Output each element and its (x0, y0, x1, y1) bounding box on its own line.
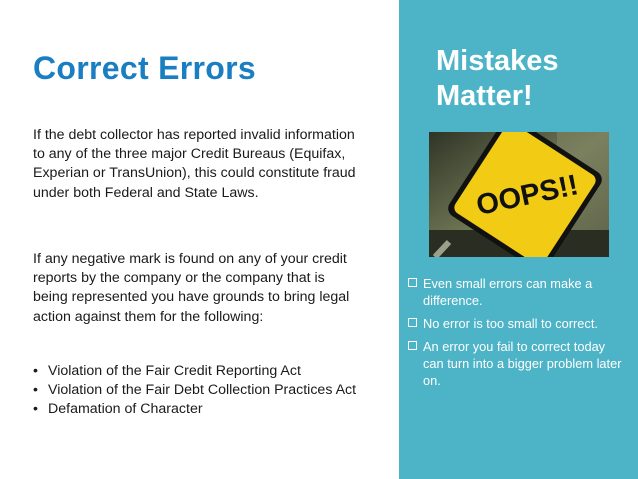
list-item: No error is too small to correct. (407, 315, 629, 332)
sign-text: OOPS!! (473, 169, 582, 222)
bullet-icon: • (33, 382, 38, 399)
checkbox-icon (408, 278, 417, 287)
oops-sign-illustration (429, 132, 609, 257)
checkbox-icon (408, 318, 417, 327)
intro-paragraph: If the debt collector has reported invalid information to any of the three major Credit Bureaus (Equifax, Experian or TransUnion), this could constitute fraud under both Federal and State Laws. (33, 127, 356, 201)
bullet-icon: • (33, 401, 38, 418)
checkbox-icon (408, 341, 417, 350)
list-item: An error you fail to correct today can turn into a bigger problem later on. (407, 338, 629, 389)
list-item: • Violation of the Fair Credit Reporting Act (33, 362, 363, 381)
mistakes-list (407, 275, 629, 395)
bullet-icon: • (33, 363, 38, 379)
violation-list (33, 362, 363, 420)
list-item: • Defamation of Character (33, 400, 363, 419)
oops-sign-image (429, 132, 609, 257)
sidebar-panel (399, 0, 638, 479)
slide-title: Correct Errors (33, 50, 256, 86)
list-item: Even small errors can make a difference. (407, 275, 629, 309)
sidebar-title: Mistakes Matter! (436, 45, 559, 112)
list-item: • Violation of the Fair Debt Collection Practices Act (33, 381, 363, 400)
grounds-paragraph: If any negative mark is found on any of your credit reports by the company or the company that is being represented you have grounds to bring legal action against them for the following: (33, 251, 350, 325)
